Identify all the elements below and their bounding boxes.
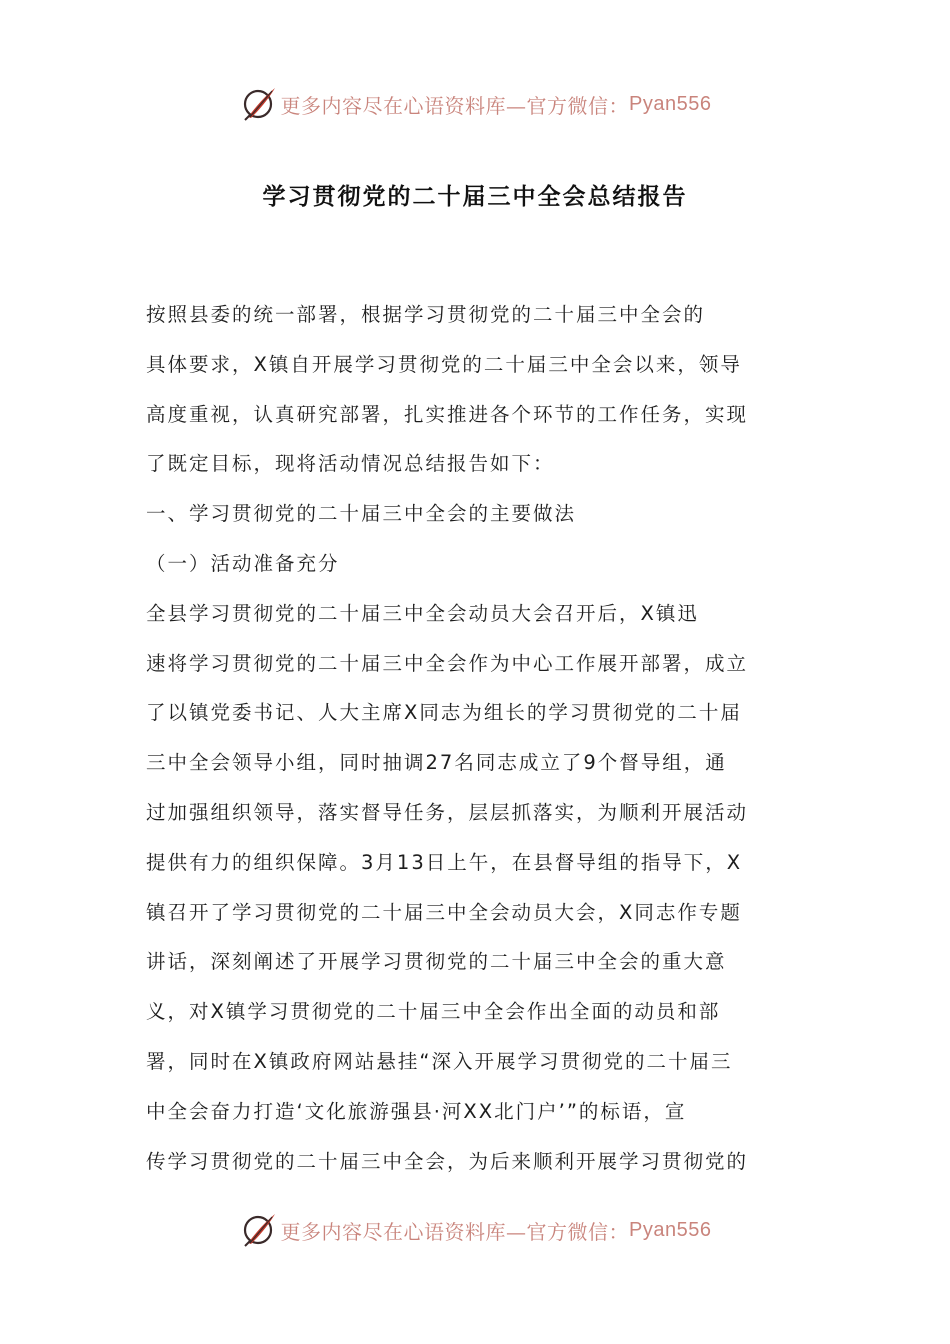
body-line: 全县学习贯彻党的二十届三中全会动员大会召开后，X镇迅	[146, 601, 699, 625]
quill-pen-logo-icon	[239, 84, 279, 124]
quill-pen-logo-icon	[239, 1210, 279, 1250]
footer-watermark	[0, 1208, 950, 1252]
body-line: 过加强组织领导，落实督导任务，层层抓落实，为顺利开展活动	[146, 800, 749, 824]
body-line: 速将学习贯彻党的二十届三中全会作为中心工作展开部署，成立	[146, 651, 749, 675]
body-line: 具体要求，X镇自开展学习贯彻党的二十届三中全会以来，领导	[146, 352, 742, 376]
body-line: 讲话，深刻阐述了开展学习贯彻党的二十届三中全会的重大意	[146, 950, 727, 974]
document-body	[146, 290, 786, 1186]
document-title: 学习贯彻党的二十届三中全会总结报告	[262, 184, 688, 210]
body-line: 义，对X镇学习贯彻党的二十届三中全会作出全面的动员和部	[146, 1000, 721, 1024]
body-line: 传学习贯彻党的二十届三中全会，为后来顺利开展学习贯彻党的	[146, 1149, 749, 1173]
watermark-handle: Pyan556	[629, 1218, 712, 1241]
watermark-text: 更多内容尽在心语资料库—官方微信：	[280, 1219, 630, 1244]
section-heading: 一、学习贯彻党的二十届三中全会的主要做法	[146, 502, 577, 526]
header-watermark	[0, 82, 950, 126]
body-line: 中全会奋力打造‘文化旅游强县·河XX北门户’”的标语，宣	[146, 1099, 687, 1123]
body-line: 按照县委的统一部署，根据学习贯彻党的二十届三中全会的	[146, 303, 706, 326]
subsection-heading: （一）活动准备充分	[146, 551, 340, 575]
body-line: 镇召开了学习贯彻党的二十届三中全会动员大会，X同志作专题	[146, 900, 742, 924]
body-line: 高度重视，认真研究部署，扎实推进各个环节的工作任务，实现	[146, 402, 749, 426]
watermark-handle: Pyan556	[629, 92, 712, 115]
body-line: 三中全会领导小组，同时抽调27名同志成立了9个督导组，通	[146, 751, 727, 775]
watermark-text: 更多内容尽在心语资料库—官方微信：	[280, 93, 630, 118]
body-line: 了以镇党委书记、人大主席X同志为组长的学习贯彻党的二十届	[146, 701, 742, 725]
body-line: 了既定目标，现将活动情况总结报告如下：	[146, 452, 555, 476]
body-line: 署，同时在X镇政府网站悬挂“深入开展学习贯彻党的二十届三	[146, 1049, 733, 1073]
body-line: 提供有力的组织保障。3月13日上午，在县督导组的指导下，X	[146, 850, 743, 874]
